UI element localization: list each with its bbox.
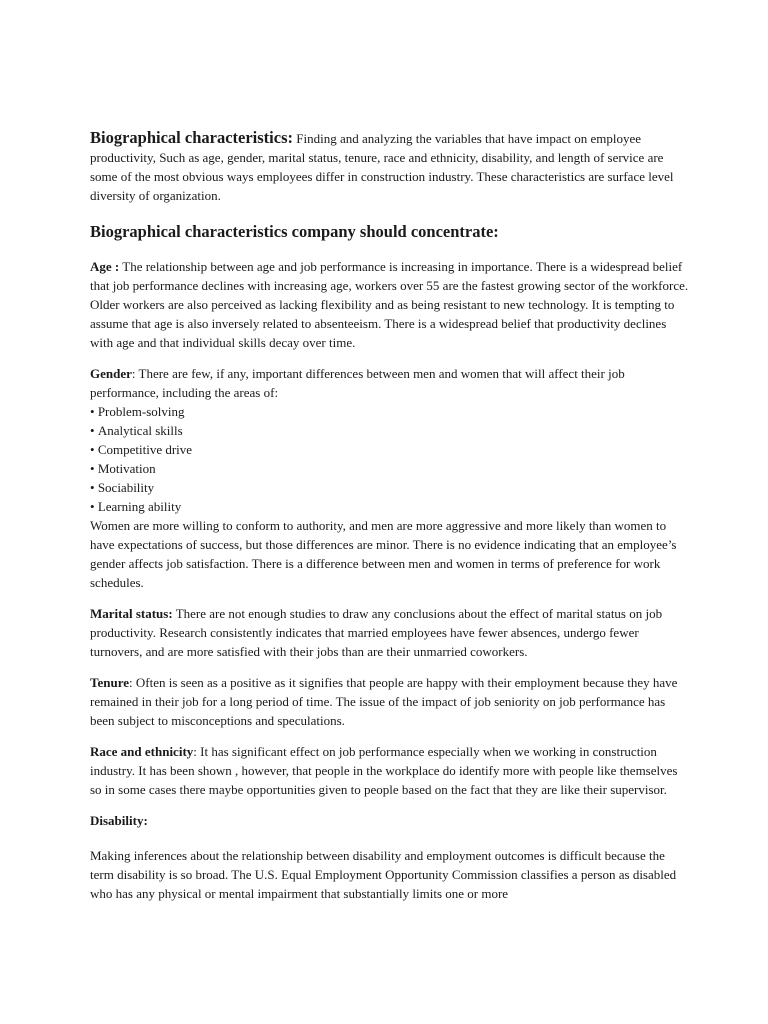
intro-text: Finding and analyzing the variables that have impact on employee productivity, Such as age, gender, marital status, tenure, race and ethnicity, disability, and length of service are some of the most obvious ways employees differ in construction industry. These characteristics are surface level diversity of organization. bbox=[90, 131, 674, 203]
disability-text: Making inferences about the relationship between disability and employment outcomes is difficult because the term disability is so broad. The U.S. Equal Employment Opportunity Commission classifies a person as disabled who has any physical or mental impairment that substantially limits one or more bbox=[90, 848, 677, 901]
section-heading: Biographical characteristics company should concentrate: bbox=[90, 222, 499, 241]
gender-paragraph bbox=[90, 364, 690, 592]
intro-paragraph bbox=[90, 128, 690, 205]
tenure-paragraph bbox=[90, 673, 690, 730]
disability-paragraph bbox=[90, 846, 690, 903]
marital-text: There are not enough studies to draw any conclusions about the effect of marital status on job productivity. Research consistently indicates that married employees have fewer absences, undergo fewer turnovers, and are more satisfied with their jobs than are their unmarried coworkers. bbox=[90, 606, 663, 659]
list-item: • Learning ability bbox=[90, 497, 690, 516]
race-label: Race and ethnicity bbox=[90, 744, 194, 759]
list-item: • Problem-solving bbox=[90, 402, 690, 421]
race-paragraph bbox=[90, 742, 690, 799]
age-text: The relationship between age and job performance is increasing in importance. There is a widespread belief that job performance declines with increasing age, workers over 55 are the fastest growing sector of the workforce. Older workers are also perceived as lacking flexibility and as being resistant to new technology. It is tempting to assume that age is also inversely related to absenteeism. There is a widespread belief that productivity declines with age and that individual skills decay over time. bbox=[90, 259, 689, 350]
age-paragraph bbox=[90, 257, 690, 352]
list-item: • Motivation bbox=[90, 459, 690, 478]
gender-label: Gender bbox=[90, 366, 132, 381]
document-page bbox=[90, 128, 690, 915]
tenure-label: Tenure bbox=[90, 675, 130, 690]
race-text: : It has significant effect on job performance especially when we working in construction industry. It has been shown , however, that people in the workplace do identify more with people like themselves so in some cases there maybe opportunities given to people based on the fact that they are like their supervisor. bbox=[90, 744, 678, 797]
age-label: Age : bbox=[90, 259, 120, 274]
gender-text: : There are few, if any, important differences between men and women that will affect their job performance, including the areas of: bbox=[90, 366, 625, 400]
tenure-text: : Often is seen as a positive as it signifies that people are happy with their employment because they have remained in their job for a long period of time. The issue of the impact of job seniority on job performance has been subject to misconceptions and speculations. bbox=[90, 675, 678, 728]
gender-bullet-list bbox=[90, 402, 690, 516]
gender-closing-text: Women are more willing to conform to authority, and men are more aggressive and more likely than women to have expectations of success, but those differences are minor. There is no evidence indicating that an employee’s gender affects job satisfaction. There is a difference between men and women in terms of preference for work schedules. bbox=[90, 518, 677, 590]
marital-label: Marital status: bbox=[90, 606, 173, 621]
marital-paragraph bbox=[90, 604, 690, 661]
list-item: • Competitive drive bbox=[90, 440, 690, 459]
disability-label: Disability: bbox=[90, 813, 148, 828]
list-item: • Analytical skills bbox=[90, 421, 690, 440]
intro-heading: Biographical characteristics: bbox=[90, 128, 293, 147]
list-item: • Sociability bbox=[90, 478, 690, 497]
